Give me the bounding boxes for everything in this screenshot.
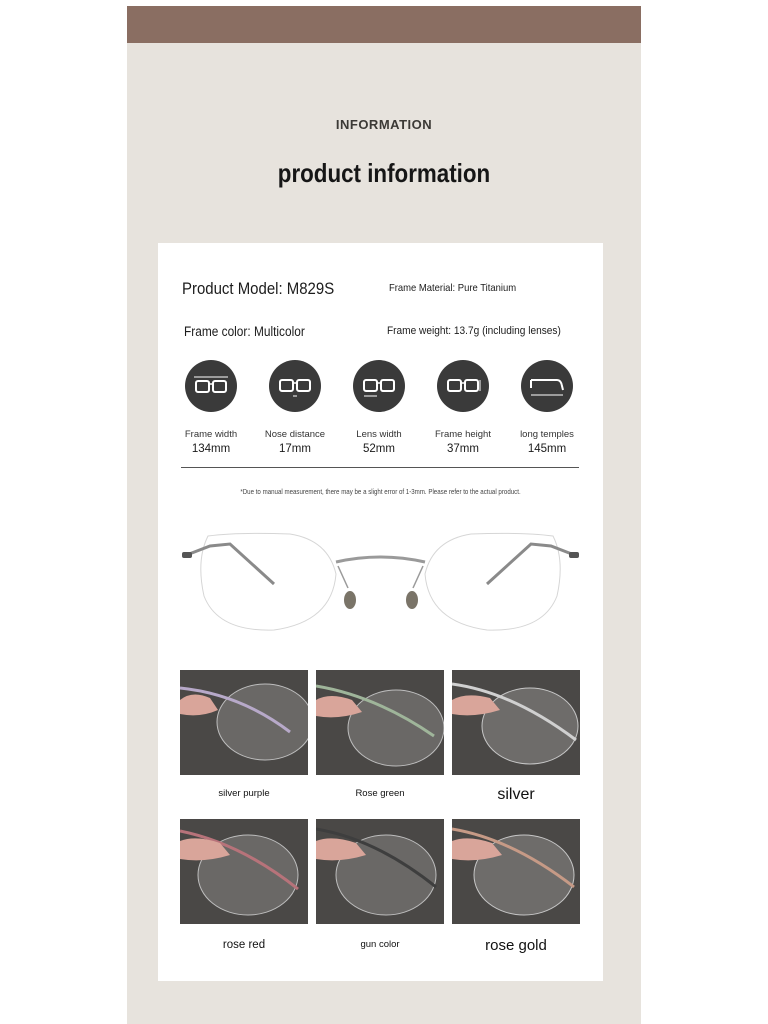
- color-name: silver purple: [218, 788, 270, 799]
- dimension-label: Frame height: [435, 429, 491, 440]
- lens-width-icon: [353, 360, 405, 412]
- dimension-value: 134mm: [191, 443, 231, 455]
- product-model: Product Model: M829S: [182, 279, 335, 298]
- dimension-frame-width: [166, 360, 256, 455]
- dimension-label: Frame width: [184, 429, 238, 440]
- color-name: gun color: [360, 939, 400, 950]
- swatch-photo: [180, 670, 308, 775]
- dimension-label: long temples: [520, 429, 574, 440]
- dimension-temple-length: [502, 360, 592, 455]
- swatch-photo: [316, 819, 444, 924]
- section-divider: [181, 467, 579, 468]
- dimension-value: 17mm: [279, 443, 311, 455]
- dimension-value: 37mm: [447, 443, 479, 455]
- swatch-photo: [452, 819, 580, 924]
- dimension-lens-width: [334, 360, 424, 455]
- color-option-rose-green[interactable]: [316, 670, 444, 799]
- color-option-silver[interactable]: [452, 670, 580, 803]
- color-option-rose-gold[interactable]: [452, 819, 580, 954]
- nose-distance-icon: [269, 360, 321, 412]
- color-name: Rose green: [355, 788, 405, 799]
- dimension-label: Nose distance: [264, 429, 326, 440]
- dimension-nose-distance: [250, 360, 340, 455]
- swatch-photo: [452, 670, 580, 775]
- frame-material: Frame Material: Pure Titanium: [389, 282, 517, 294]
- dimension-label: Lens width: [356, 429, 402, 440]
- temple-length-icon: [521, 360, 573, 412]
- dimension-value: 145mm: [527, 443, 567, 455]
- swatch-photo: [316, 670, 444, 775]
- color-option-gun-color[interactable]: [316, 819, 444, 950]
- color-name: silver: [497, 786, 535, 803]
- top-accent-bar: [127, 6, 641, 43]
- color-name: rose gold: [485, 937, 547, 954]
- color-option-rose-red[interactable]: [180, 819, 308, 951]
- color-option-silver-purple[interactable]: [180, 670, 308, 799]
- dimension-frame-height: [418, 360, 508, 455]
- section-kicker: INFORMATION: [335, 117, 433, 132]
- frame-width-icon: [185, 360, 237, 412]
- swatch-photo: [180, 819, 308, 924]
- frame-color: Frame color: Multicolor: [184, 324, 305, 339]
- frame-weight: Frame weight: 13.7g (including lenses): [387, 325, 561, 337]
- dimension-value: 52mm: [363, 443, 395, 455]
- product-info-card: [158, 243, 603, 981]
- rimless-glasses-image: [178, 526, 583, 646]
- section-title: product information: [277, 158, 491, 188]
- color-name: rose red: [222, 939, 266, 951]
- measurement-note: *Due to manual measurement, there may be a slight error of 1-3mm. Please refer to the actual product.: [240, 487, 521, 496]
- frame-height-icon: [437, 360, 489, 412]
